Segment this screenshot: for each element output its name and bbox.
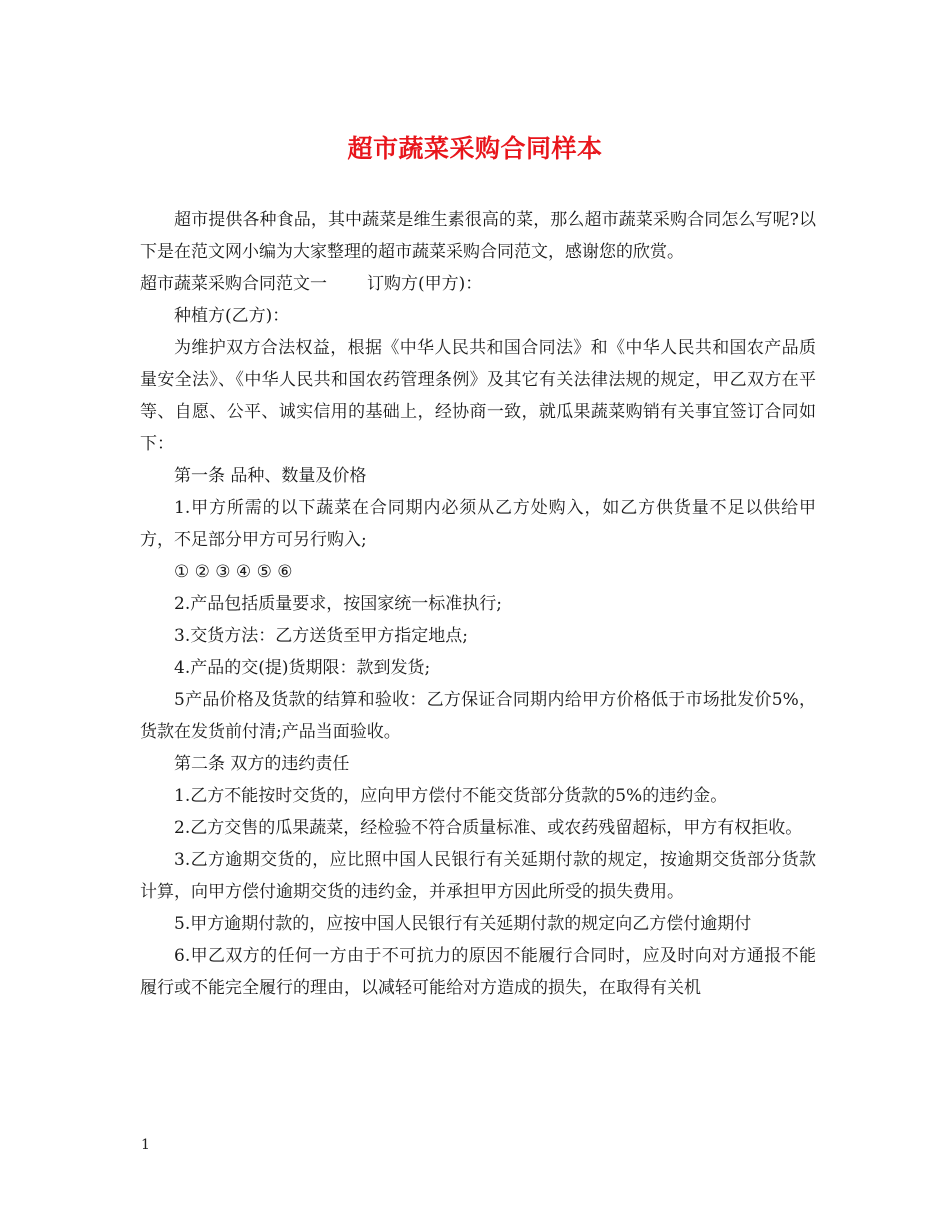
preamble-paragraph: 为维护双方合法权益，根据《中华人民共和国合同法》和《中华人民共和国农产品质量安全法》、《中华人民共和国农药管理条例》及其它有关法律法规的规定，甲乙双方在平等、自愿、公平、诚实信用的基础上，经协商一致，就瓜果蔬菜购销有关事宜签订合同如下： xyxy=(140,338,816,454)
article-1-clause-4: 4.产品的交(提)货期限：款到发货; xyxy=(174,658,431,678)
article-1-heading: 第一条 品种、数量及价格 xyxy=(174,466,367,486)
item-markers: ① ② ③ ④ ⑤ ⑥ xyxy=(174,562,293,582)
article-2-clause-3: 3.乙方逾期交货的，应比照中国人民银行有关延期付款的规定，按逾期交货部分货款计算，向甲方偿付逾期交货的违约金，并承担甲方因此所受的损失费用。 xyxy=(140,850,816,902)
party-a-label: 订购方(甲方)： xyxy=(367,274,483,294)
document-title: 超市蔬菜采购合同样本 xyxy=(347,134,603,163)
document-body xyxy=(140,204,816,1004)
article-2-clause-1: 1.乙方不能按时交货的，应向甲方偿付不能交货部分货款的5%的违约金。 xyxy=(174,786,728,806)
article-2-heading: 第二条 双方的违约责任 xyxy=(174,754,350,774)
intro-paragraph: 超市提供各种食品，其中蔬菜是维生素很高的菜，那么超市蔬菜采购合同怎么写呢?以下是在范文网小编为大家整理的超市蔬菜采购合同范文，感谢您的欣赏。 xyxy=(140,210,816,262)
article-1-clause-2: 2.产品包括质量要求，按国家统一标准执行; xyxy=(174,594,502,614)
article-1-clause-5: 5产品价格及货款的结算和验收：乙方保证合同期内给甲方价格低于市场批发价5%，货款在发货前付清;产品当面验收。 xyxy=(140,690,816,742)
article-1-clause-1: 1.甲方所需的以下蔬菜在合同期内必须从乙方处购入，如乙方供货量不足以供给甲方，不足部分甲方可另行购入; xyxy=(140,498,816,550)
article-2-clause-5: 5.甲方逾期付款的，应按中国人民银行有关延期付款的规定向乙方偿付逾期付 xyxy=(174,914,752,934)
page-number: 1 xyxy=(141,1137,150,1153)
sample-heading: 超市蔬菜采购合同范文一 xyxy=(140,274,327,294)
article-1-clause-3: 3.交货方法：乙方送货至甲方指定地点; xyxy=(174,626,468,646)
sample-heading-line xyxy=(140,268,816,300)
party-b-label: 种植方(乙方)： xyxy=(174,306,290,326)
article-2-clause-2: 2.乙方交售的瓜果蔬菜，经检验不符合质量标准、或农药残留超标，甲方有权拒收。 xyxy=(174,818,803,838)
article-2-clause-6: 6.甲乙双方的任何一方由于不可抗力的原因不能履行合同时，应及时向对方通报不能履行或不能完全履行的理由，以减轻可能给对方造成的损失，在取得有关机 xyxy=(140,946,816,998)
